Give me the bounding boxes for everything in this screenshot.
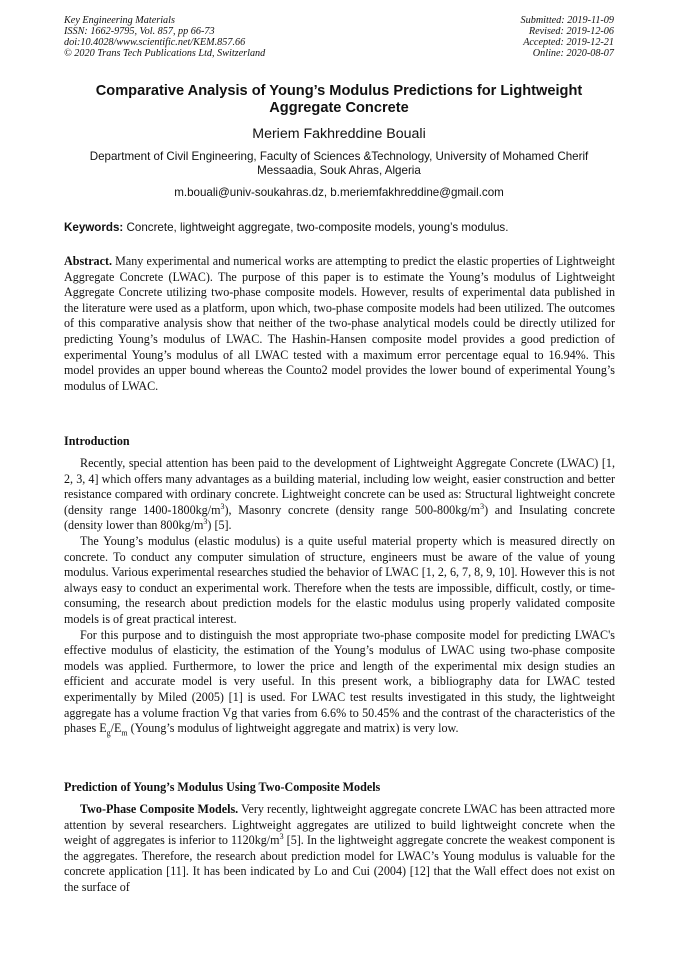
online-date: Online: 2020-08-07: [532, 48, 614, 59]
copyright: © 2020 Trans Tech Publications Ltd, Switzerland: [64, 48, 266, 59]
subscript-g: g: [106, 728, 111, 738]
prediction-heading: Prediction of Young’s Modulus Using Two-Composite Models: [64, 780, 381, 794]
intro-p1-text-c: ) and Insulating concrete (density lower than 800kg/m: [64, 502, 616, 533]
intro-paragraph-2: The Young’s modulus (elastic modulus) is a quite useful material property which is measured directly on concrete. To conduct any computer simulation of structure, engineers must be aware of the value of young modulus. Various experimental researches studied the behavior of LWAC [1, 2, 6, 7, 8, 9, 10]. However this is not always easy to conduct an experimental work. Therefore when the tests are impossible, difficult, costly, or time-consuming, the research about prediction models for the elastic modulus using properly validated composite models is of great practical interest.: [64, 533, 615, 626]
issn: ISSN: 1662-9795, Vol. 857, pp 66-73: [64, 26, 215, 37]
doi: doi:10.4028/www.scientific.net/KEM.857.66: [64, 37, 246, 48]
journal-name: Key Engineering Materials: [64, 15, 175, 26]
two-phase-models-label: Two-Phase Composite Models.: [80, 802, 239, 816]
superscript-3: 3: [220, 501, 225, 511]
abstract-label: Abstract.: [64, 254, 113, 268]
prediction-paragraph-1: [64, 802, 615, 896]
author-name: Meriem Fakhreddine Bouali: [252, 126, 426, 142]
intro-p1-text-b: ), Masonry concrete (density range 500-800kg/m: [224, 502, 481, 517]
introduction-body: [64, 456, 615, 737]
superscript-3: 3: [203, 517, 208, 527]
paper-title: Comparative Analysis of Young’s Modulus Predictions for Lightweight Aggregate Concrete: [95, 83, 583, 116]
subscript-m: m: [121, 728, 128, 738]
journal-header-right: [521, 15, 614, 59]
intro-p1-text-a: Recently, special attention has been paid to the development of Lightweight Aggregate Concrete (LWAC) [1, 2, 3, 4] which offers many advantages as a building material, including low weight, easier construction and better resistance compared with ordinary concrete. Lightweight concrete can be used as: Structural lightweight concrete (density range 1400-1800kg/m: [64, 456, 615, 517]
prediction-body: [64, 802, 615, 896]
accepted-date: Accepted: 2019-12-21: [523, 37, 614, 48]
introduction-heading: Introduction: [64, 434, 130, 448]
author-emails: m.bouali@univ-soukahras.dz, b.meriemfakhreddine@gmail.com: [174, 186, 504, 199]
abstract-text: Many experimental and numerical works are attempting to predict the elastic properties of Lightweight Aggregate Concrete (LWAC). The purpose of this paper is to estimate the Young’s modulus of Lightweight Aggregate Concrete utilizing two-phase composite models. However, results of experimental data published in the literature were used as a platform, upon which, two-phase composite models had been utilized. The outcomes of this comparative analysis show that neither of the two-phase analytical models could be directly utilized for predicting Young’s modulus of LWAC. The Hashin-Hansen composite model provides a good prediction of experimental Young’s modulus of all LWAC tested with a maximum error percentage equal to 16.94%. This model provides an upper bound whereas the Counto2 model provides the lower bound of experimental Young’s modulus of LWAC.: [64, 254, 615, 393]
intro-paragraph-3: [64, 628, 615, 737]
prediction-p1-text-a: Very recently, lightweight aggregate concrete LWAC has been attracted more attention by several researchers. Lightweight aggregates are utilized to build lightweight concrete when the weight of aggregates is inferior to 1120kg/m: [64, 802, 615, 848]
affiliation: Department of Civil Engineering, Faculty of Sciences &Technology, University of Mohamed Cherif Messaadia, Souk Ahras, Algeria: [89, 150, 589, 177]
submitted-date: Submitted: 2019-11-09: [520, 15, 614, 26]
superscript-3: 3: [279, 832, 284, 842]
superscript-3: 3: [480, 501, 485, 511]
journal-header-left: [64, 15, 265, 59]
prediction-p1-text-b: [5]. In the lightweight aggregate concrete the weakest component is the aggregates. Therefore, the research about prediction model for LWAC’s Young modulus is valuable for the concrete application [11]. It has been indicated by Lo and Cui (2004) [12] that the Wall effect does not exist on the surface of: [64, 833, 616, 894]
intro-p3-text-a: For this purpose and to distinguish the most appropriate two-phase composite model for predicting LWAC's effective modulus of elasticity, the estimation of the Young’s modulus of LWAC using two-phase composite models was applied. Furthermore, to lower the price and length of the experimental mix design studies an efficient and accurate model is very useful. In this present work, a bibliography data for LWAC tested experimentally by Miled (2005) [1] is used. For LWAC test results investigated in this study, the lightweight aggregate has a volume fraction Vg that varies from 6.6% to 50.45% and the contrast of the characteristics of the phases E: [64, 627, 615, 736]
intro-paragraph-1: [64, 456, 615, 534]
intro-p3-text-b: /E: [110, 721, 122, 736]
intro-p1-text-d: ) [5].: [207, 518, 232, 533]
intro-p3-text-c: (Young’s modulus of lightweight aggregate and matrix) is very low.: [127, 721, 459, 736]
keywords-text: Concrete, lightweight aggregate, two-composite models, young’s modulus.: [123, 221, 509, 234]
revised-date: Revised: 2019-12-06: [528, 26, 614, 37]
abstract: [64, 254, 615, 394]
keywords-label: Keywords:: [64, 221, 124, 234]
keywords: [64, 221, 614, 234]
